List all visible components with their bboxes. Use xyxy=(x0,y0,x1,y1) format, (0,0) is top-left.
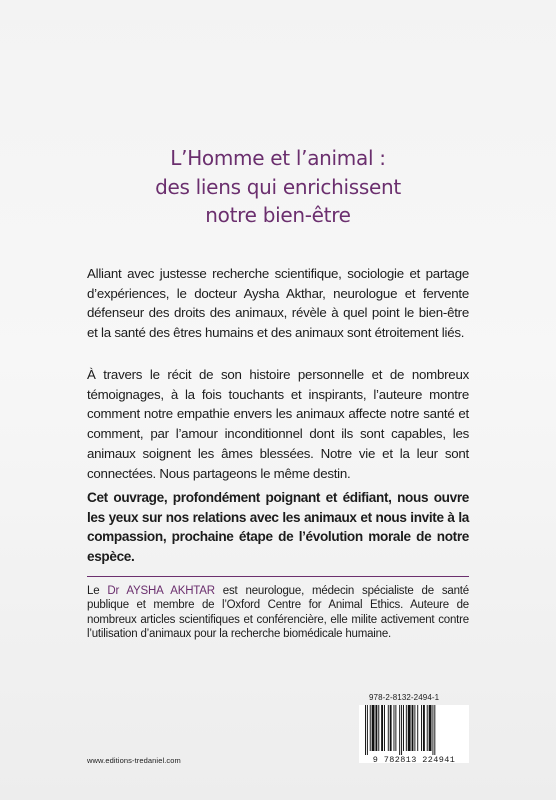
barcode xyxy=(359,705,469,763)
barcode-number: 9 782813 224941 xyxy=(372,755,456,765)
barcode-bar xyxy=(401,705,402,755)
publisher-website: www.editions-tredaniel.com xyxy=(87,756,181,765)
paragraph-bold-summary: Cet ouvrage, profondément poignant et édifiant, nous ouvre les yeux sur nos relations avec les animaux et nous invite à la compassion, prochaine étape de l’évolution morale de notre espèce. xyxy=(87,490,469,565)
barcode-bar xyxy=(365,705,366,755)
barcode-bar xyxy=(372,705,375,751)
barcode-bar xyxy=(421,705,422,751)
paragraph-story: À travers le récit de son histoire personnelle et de nombreux témoignages, à la fois touchants et inspirants, l’auteure montre comment notre empathie envers les animaux affecte notre santé et comment, par l’amour inconditionnel dont ils sont capables, les animaux soignent les âmes blessées. Notre vie et la leur sont connectées. Nous partageons le même destin. xyxy=(87,367,469,481)
barcode-bar xyxy=(394,705,395,751)
barcode-bar xyxy=(434,705,435,755)
author-divider xyxy=(87,576,469,577)
title-line-3: notre bien-être xyxy=(205,203,351,227)
barcode-bar xyxy=(381,705,383,751)
barcode-bar xyxy=(408,705,411,751)
barcode-bar xyxy=(378,705,379,751)
author-bio xyxy=(87,584,469,642)
barcode-bar xyxy=(399,705,400,755)
barcode-bar xyxy=(427,705,428,751)
isbn-label: 978-2-8132-2494-1 xyxy=(369,693,440,702)
barcode-bar xyxy=(390,705,392,751)
barcode-bar xyxy=(403,705,404,751)
title-line-2: des liens qui enrichissent xyxy=(155,174,401,199)
title-line-1: L’Homme et l’animal : xyxy=(170,146,386,170)
barcode-bar xyxy=(417,705,418,751)
barcode-bar xyxy=(375,705,377,751)
barcode-bar xyxy=(388,705,389,751)
book-title xyxy=(0,144,556,230)
barcode-bar xyxy=(414,705,415,751)
barcode-bar xyxy=(432,705,433,755)
paragraph-intro: Alliant avec justesse recherche scientifique, sociologie et partage d’expériences, le docteur Aysha Akthar, neurologue et fervente défenseur des droits des animaux, révèle à quel point le bien-être et la santé des êtres humains et des animaux sont étroitement liés. xyxy=(87,266,469,341)
barcode-bar xyxy=(423,705,425,751)
author-prefix: Le xyxy=(87,585,108,597)
barcode-bar xyxy=(429,705,432,751)
barcode-bars xyxy=(365,705,463,755)
barcode-bar xyxy=(412,705,414,751)
author-name: Dr AYSHA AKHTAR xyxy=(107,585,215,597)
barcode-bar xyxy=(406,705,407,751)
author-bio-text: est neurologue, médecin spécialiste de santé publique et membre de l’Oxford Centre for Animal Ethics. Auteure de nombreux articles scientifiques et conférencière, elle milite activement contre l’utilisation d’animaux pour la recherche biomédicale humaine. xyxy=(87,585,469,641)
barcode-bar xyxy=(395,705,396,751)
barcode-bar xyxy=(384,705,385,751)
barcode-bar xyxy=(370,705,371,751)
barcode-bar xyxy=(367,705,368,755)
